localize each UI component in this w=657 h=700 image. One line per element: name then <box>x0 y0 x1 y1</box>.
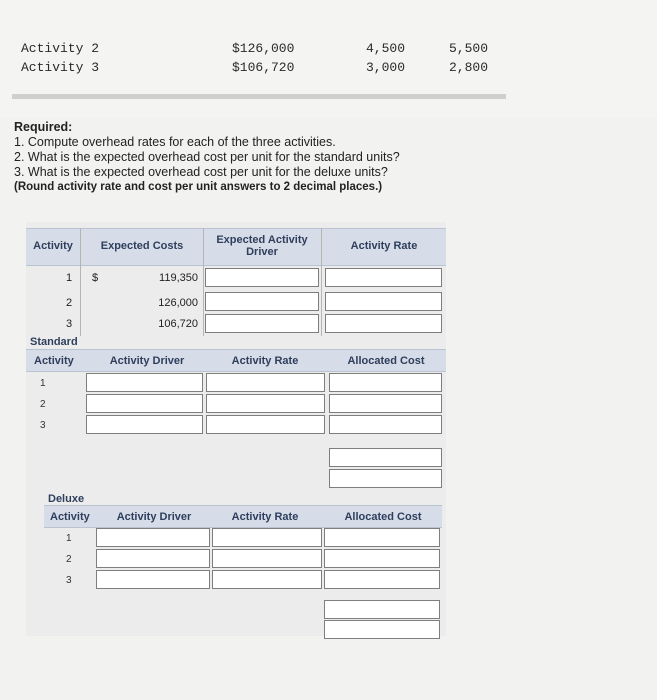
standard-driver-input-2[interactable] <box>86 394 203 413</box>
deluxe-row-3: 3 <box>66 575 72 586</box>
standard-allocated-input-3[interactable] <box>329 415 442 434</box>
required-section <box>14 120 400 195</box>
standard-row-1: 1 <box>40 378 46 389</box>
standard-row-2: 2 <box>40 399 46 410</box>
dollar-sign: $ <box>92 272 99 284</box>
deluxe-header-driver: Activity Driver <box>116 511 192 523</box>
expected-cost-1: 119,350 <box>159 272 198 284</box>
row-number: 2 <box>66 297 73 309</box>
rounding-note: (Round activity rate and cost per unit answers to 2 decimal places.) <box>14 181 383 193</box>
standard-row-3: 3 <box>40 420 46 431</box>
standard-rate-input-2[interactable] <box>206 394 325 413</box>
deluxe-row-2: 2 <box>66 554 72 565</box>
col-divider <box>203 228 204 336</box>
deluxe-header-allocated: Allocated Cost <box>344 511 422 523</box>
standard-rate-input-1[interactable] <box>206 373 325 392</box>
deluxe-total-input[interactable] <box>324 600 440 619</box>
col-divider <box>80 228 81 336</box>
standard-header-driver: Activity Driver <box>109 355 185 367</box>
deluxe-allocated-input-1[interactable] <box>324 528 440 547</box>
deluxe-title: Deluxe <box>48 493 85 505</box>
row-number: 1 <box>66 272 73 284</box>
deluxe-rate-input-1[interactable] <box>212 528 322 547</box>
standard-title: Standard <box>30 336 78 348</box>
expected-cost-3: 106,720 <box>158 318 198 330</box>
deluxe-driver-input-3[interactable] <box>96 570 210 589</box>
standard-header-activity: Activity <box>34 355 74 367</box>
standard-allocated-input-1[interactable] <box>329 373 442 392</box>
standard-header-allocated: Allocated Cost <box>347 355 425 367</box>
activity-2-label: Activity 2 <box>21 41 100 56</box>
question-2: 2. What is the expected overhead cost per unit for the standard units? <box>14 150 400 164</box>
deluxe-row-1: 1 <box>66 533 72 544</box>
standard-cost-per-unit-input[interactable] <box>329 469 442 488</box>
deluxe-rate-input-2[interactable] <box>212 549 322 568</box>
driver-input-1[interactable] <box>205 268 319 287</box>
question-3: 3. What is the expected overhead cost per unit for the deluxe units? <box>14 165 388 179</box>
header-activity: Activity <box>33 240 73 252</box>
standard-total-input[interactable] <box>329 448 442 467</box>
question-1: 1. Compute overhead rates for each of the three activities. <box>14 135 336 149</box>
deluxe-header-rate: Activity Rate <box>231 511 299 523</box>
activity-2-deluxe-driver: 5,500 <box>449 41 489 56</box>
row-number: 3 <box>66 318 73 330</box>
standard-allocated-input-2[interactable] <box>329 394 442 413</box>
driver-input-3[interactable] <box>205 314 319 333</box>
standard-rate-input-3[interactable] <box>206 415 325 434</box>
expected-cost-2: 126,000 <box>158 297 198 309</box>
data-divider <box>12 94 506 99</box>
activity-2-standard-driver: 4,500 <box>366 41 406 56</box>
header-expected-costs: Expected Costs <box>100 240 184 252</box>
activity-3-deluxe-driver: 2,800 <box>449 60 489 75</box>
activity-3-label: Activity 3 <box>21 60 100 75</box>
deluxe-cost-per-unit-input[interactable] <box>324 620 440 639</box>
problem-data-area <box>0 0 657 118</box>
required-heading: Required: <box>14 120 73 134</box>
deluxe-rate-input-3[interactable] <box>212 570 322 589</box>
deluxe-driver-input-2[interactable] <box>96 549 210 568</box>
header-expected-activity-driver: Expected Activity Driver <box>216 234 308 258</box>
activity-3-standard-driver: 3,000 <box>366 60 406 75</box>
activity-3-cost: $106,720 <box>232 60 295 75</box>
deluxe-allocated-input-3[interactable] <box>324 570 440 589</box>
header-activity-rate: Activity Rate <box>350 240 418 252</box>
activity-2-cost: $126,000 <box>232 41 295 56</box>
standard-driver-input-1[interactable] <box>86 373 203 392</box>
driver-input-2[interactable] <box>205 292 319 311</box>
deluxe-allocated-input-2[interactable] <box>324 549 440 568</box>
rate-input-1[interactable] <box>325 268 442 287</box>
rate-input-3[interactable] <box>325 314 442 333</box>
col-divider <box>321 228 322 336</box>
deluxe-driver-input-1[interactable] <box>96 528 210 547</box>
standard-header-rate: Activity Rate <box>231 355 299 367</box>
rate-input-2[interactable] <box>325 292 442 311</box>
deluxe-header-activity: Activity <box>50 511 90 523</box>
standard-driver-input-3[interactable] <box>86 415 203 434</box>
